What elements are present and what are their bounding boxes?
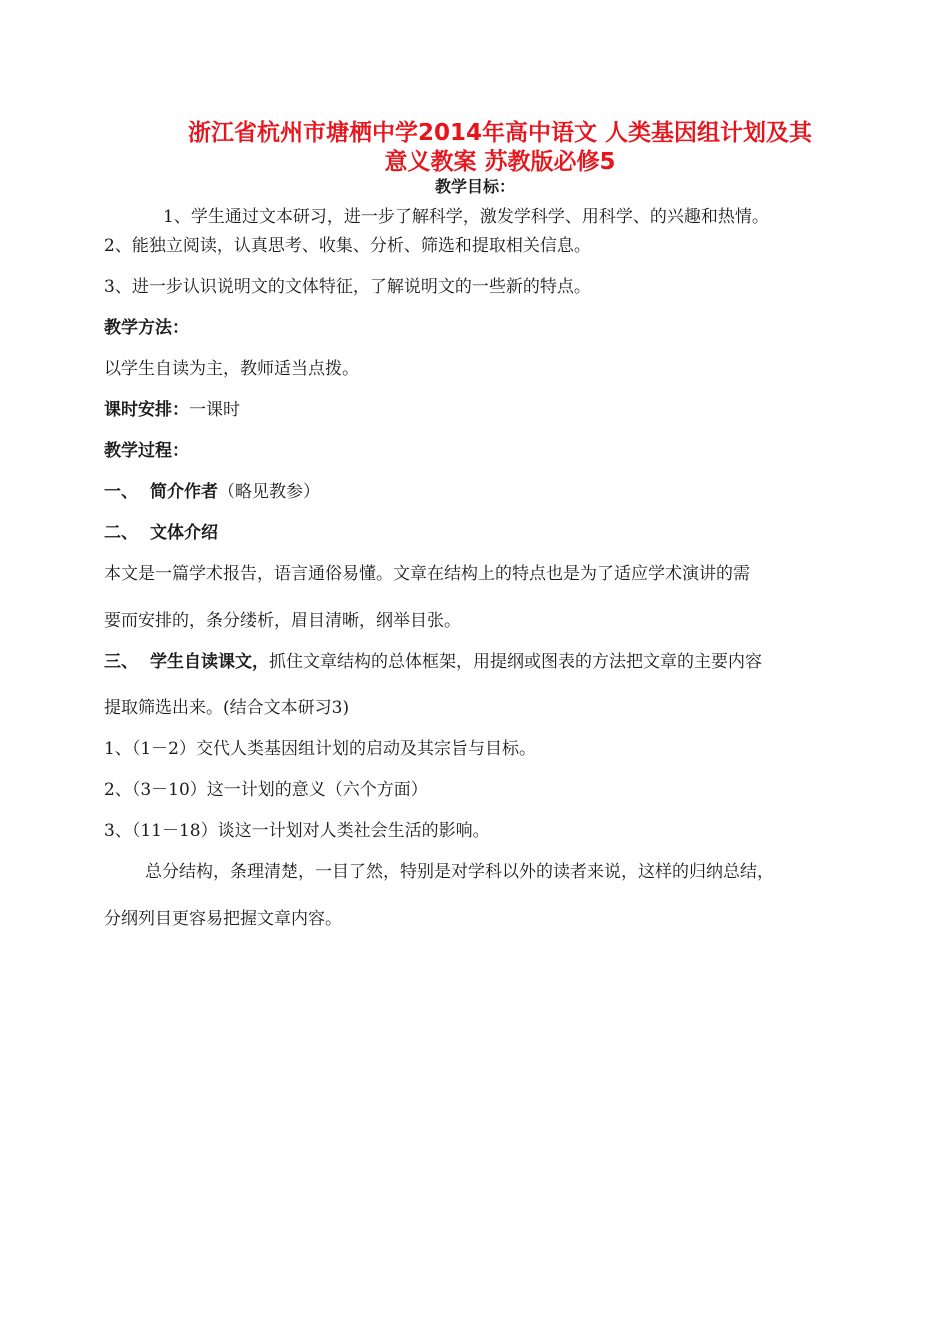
structure-item-3: 3、（11－18）谈这一计划对人类社会生活的影响。 bbox=[104, 821, 490, 841]
step-3-title: 学生自读课文， bbox=[150, 652, 269, 672]
structure-item-1: 1、（1－2）交代人类基因组计划的启动及其宗旨与目标。 bbox=[104, 739, 536, 759]
goal-item-2: 2、能独立阅读，认真思考、收集、分析、筛选和提取相关信息。 bbox=[104, 236, 591, 256]
step-3 bbox=[104, 651, 762, 673]
goals-heading: 教学目标： bbox=[434, 177, 515, 196]
step-3-number: 三、 bbox=[104, 652, 138, 672]
step-3-text-line1: 抓住文章结构的总体框架，用提纲或图表的方法把文章的主要内容 bbox=[269, 652, 762, 672]
summary-line1: 总分结构，条理清楚，一目了然，特别是对学科以外的读者来说，这样的归纳总结， bbox=[145, 862, 774, 882]
method-heading: 教学方法： bbox=[104, 318, 189, 338]
schedule-value: 一课时 bbox=[189, 400, 240, 420]
step-1 bbox=[104, 481, 320, 503]
step-1-title: 简介作者 bbox=[150, 482, 218, 502]
method-text: 以学生自读为主，教师适当点拨。 bbox=[104, 359, 359, 379]
goal-item-3: 3、进一步认识说明文的文体特征，了解说明文的一些新的特点。 bbox=[104, 277, 591, 297]
schedule-label: 课时安排： bbox=[104, 400, 189, 420]
schedule-line bbox=[104, 399, 240, 421]
step-2-number: 二、 bbox=[104, 523, 138, 543]
goal-item-1: 1、学生通过文本研习，进一步了解科学，激发学科学、用科学、的兴趣和热情。 bbox=[163, 207, 769, 227]
document-title-line1: 浙江省杭州市塘栖中学2014年高中语文 人类基因组计划及其 bbox=[187, 120, 813, 146]
step-3-text-line2: 提取筛选出来。(结合文本研习3) bbox=[104, 698, 350, 718]
step-2 bbox=[104, 522, 218, 544]
step-1-note: （略见教参） bbox=[218, 482, 320, 502]
process-heading: 教学过程： bbox=[104, 441, 189, 461]
structure-item-2: 2、（3－10）这一计划的意义（六个方面） bbox=[104, 780, 428, 800]
step-2-title: 文体介绍 bbox=[150, 523, 218, 543]
step-2-text-line2: 要而安排的，条分缕析，眉目清晰，纲举目张。 bbox=[104, 611, 461, 631]
document-title-line2: 意义教案 苏教版必修5 bbox=[384, 149, 616, 175]
step-2-text-line1: 本文是一篇学术报告，语言通俗易懂。文章在结构上的特点也是为了适应学术演讲的需 bbox=[104, 564, 750, 584]
step-1-number: 一、 bbox=[104, 482, 138, 502]
summary-line2: 分纲列目更容易把握文章内容。 bbox=[104, 909, 342, 929]
